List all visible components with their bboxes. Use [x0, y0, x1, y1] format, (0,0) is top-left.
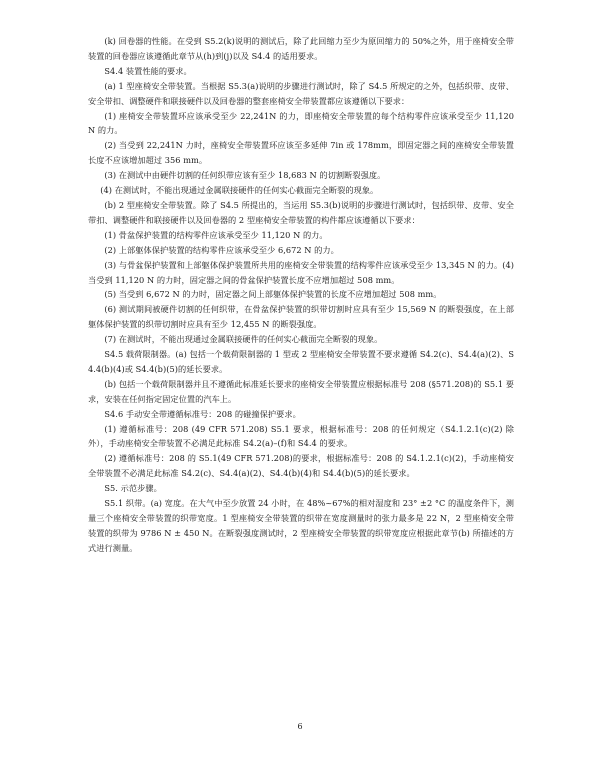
- list-item-type1-1: (1) 座椅安全带装置环应该承受至少 22,241N 的力，即座椅安全带装置的每个结构零件应该承受至少 11,120 N 的力。: [88, 110, 514, 136]
- page-body: [88, 34, 514, 556]
- list-item-type2-1: (1) 骨盆保护装置的结构零件应该承受至少 11,120 N 的力。: [104, 229, 328, 240]
- heading-s5: S5. 示范步骤。: [104, 483, 162, 494]
- paragraph-retractor-performance: (k) 回卷器的性能。在受到 S5.2(k)说明的测试后，除了此回缩力至少为原回缩力的 50%之外，用于座椅安全带装置的回卷器应该遵循此章节从(h)到(j)以及 S4.4 的适用要求。: [88, 36, 514, 61]
- list-item-s4-6-1: (1) 遵循标准号：208 (49 CFR 571.208) S5.1 要求，根据标准号：208 的任何规定（S4.1.2.1(c)(2) 除外），手动座椅安全带装置不必满足此标准 S4.2(a)–(f)和 S4.4 的要求。: [88, 423, 514, 449]
- paragraph-s4-5-b: (b) 包括一个载荷限制器并且不遵循此标准延长要求的座椅安全带装置应根据标准号 208 (§571.208)的 S5.1 要求，安装在任何指定固定位置的汽车上。: [88, 378, 514, 404]
- paragraph-s4-5-load-limiter: S4.5 载荷限制器。(a) 包括一个载荷限制器的 1 型或 2 型座椅安全带装置不要求遵循 S4.2(c)、S4.4(a)(2)、S4.4(b)(4)或 S4.4(b)(5)的延长要求。: [88, 349, 514, 374]
- page-number: 6: [297, 722, 303, 731]
- list-item-type1-4: (4) 在测试时，不能出现通过金属联接硬件的任何实心截面完全断裂的现象。: [100, 185, 379, 196]
- heading-s4-4: S4.4 装置性能的要求。: [104, 65, 192, 76]
- list-item-type2-6: (6) 测试期间被硬件切割的任何织带，在骨盆保护装置的织带切割时应具有至少 15,569 N 的断裂强度，在上部躯体保护装置的织带切割时应具有至少 12,455 N 的断裂强度。: [88, 304, 514, 330]
- list-item-s4-6-2: (2) 遵循标准号：208 的 S5.1(49 CFR 571.208)的要求，根据标准号：208 的 S4.1.2.1(c)(2)，手动座椅安全带装置不必满足此标准 S4.2(c)、S4.4(a)(2)、S4.4(b)(4)和 S4.4(b)(5)的延长要求。: [88, 453, 514, 479]
- paragraph-type1-assembly: (a) 1 型座椅安全带装置。当根据 S5.3(a)说明的步骤进行测试时，除了 S4.5 所规定的之外，包括织带、皮带、安全带扣、调整硬件和联接硬件以及回卷器的整套座椅安全带装置都应该遵循以下要求：: [88, 80, 514, 106]
- list-item-type2-2: (2) 上部躯体保护装置的结构零件应该承受至少 6,672 N 的力。: [104, 244, 339, 255]
- paragraph-type2-assembly: (b) 2 型座椅安全带装置。除了 S4.5 所提出的，当运用 S5.3(b)说明的步骤进行测试时，包括织带、皮带、安全带扣、调整硬件和联接硬件以及回卷器的 2 型座椅安全带装置的构件都应该遵循以下要求：: [88, 199, 514, 225]
- list-item-type2-5: (5) 当受到 6,672 N 的力时，固定器之间上部躯体保护装置的长度不应增加超过 508 mm。: [104, 289, 442, 300]
- paragraph-s5-1-webbing: S5.1 织带。(a) 宽度。在大气中至少放置 24 小时，在 48%~67%的相对湿度和 23° ±2 °C 的温度条件下，测量三个座椅安全带装置的织带宽度。1 型座椅安全带装置的织带在宽度测量时的张力最多是 22 N，2 型座椅安全带装置的织带为 9786 N ± 450 N。在断裂强度测试时，2 型座椅安全带装置的织带宽度应根据此章节(b) 所描述的方式进行测量。: [88, 498, 514, 553]
- list-item-type1-3: (3) 在测试中由硬件切割的任何织带应该有至少 18,683 N 的切割断裂强度。: [104, 170, 386, 181]
- heading-s4-6: S4.6 手动安全带遵循标准号：208 的碰撞保护要求。: [104, 408, 301, 419]
- list-item-type2-3-4: (3) 与骨盆保护装置和上部躯体保护装置所共用的座椅安全带装置的结构零件应该承受至少 13,345 N 的力。(4) 当受到 11,120 N 的力时，固定器之间的骨盆保护装置长度不应增加超过 508 mm。: [88, 259, 514, 285]
- list-item-type1-2: (2) 当受到 22,241N 力时，座椅安全带装置环应该至多延伸 7in 或 178mm，即固定器之间的座椅安全带装置长度不应该增加超过 356 mm。: [88, 140, 514, 166]
- list-item-type2-7: (7) 在测试时，不能出现通过金属联接硬件的任何实心截面完全断裂的现象。: [104, 334, 383, 345]
